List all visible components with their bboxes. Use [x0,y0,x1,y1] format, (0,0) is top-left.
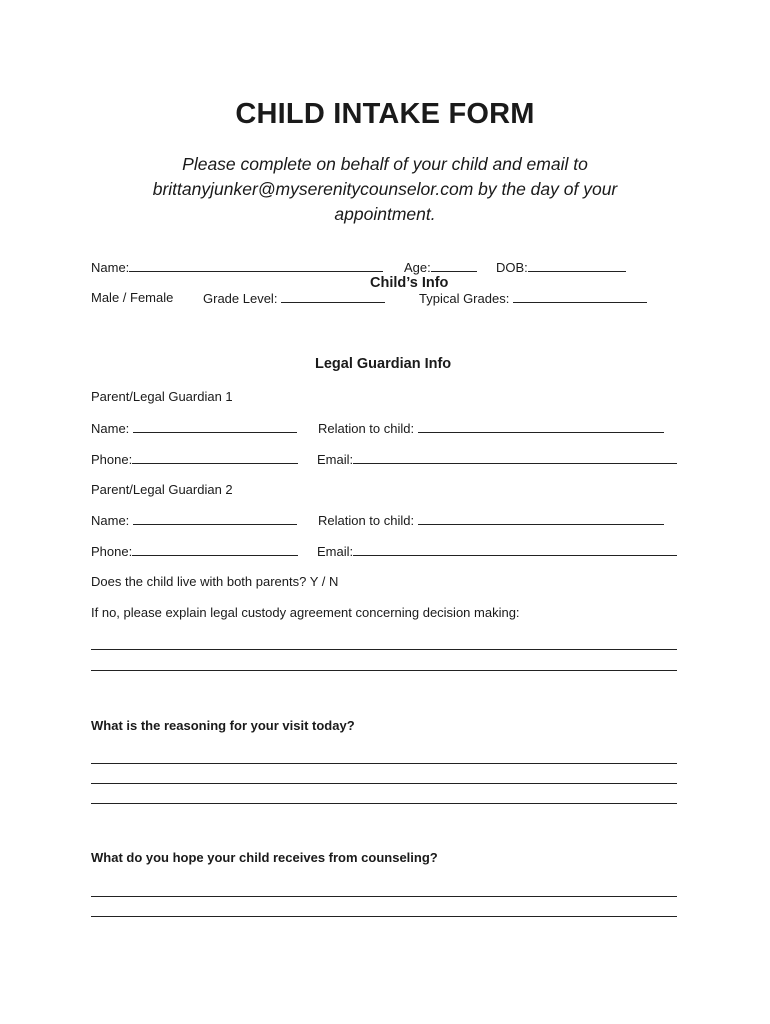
typical-grades-row [419,290,647,307]
visit-reason-answer-line[interactable] [91,783,677,784]
child-dob-row [496,259,626,276]
form-title: CHILD INTAKE FORM [235,98,535,130]
child-age-label: Age: [404,260,431,275]
guardian2-phone-row [91,543,298,560]
visit-reason-question: What is the reasoning for your visit today? [91,718,355,733]
typical-grades-field[interactable] [513,290,647,303]
guardian1-name-field[interactable] [133,420,297,433]
child-age-row [404,259,477,276]
guardian2-phone-label: Phone: [91,544,133,559]
guardian1-phone-row [91,451,298,468]
guardian1-name-label: Name: [91,421,130,436]
child-name-label: Name: [91,260,130,275]
guardian1-phone-label: Phone: [91,452,133,467]
guardian2-relation-field[interactable] [418,512,664,525]
custody-explain-prompt: If no, please explain legal custody agreement concerning decision making: [91,605,520,620]
guardian2-name-field[interactable] [133,512,297,525]
legal-guardian-heading: Legal Guardian Info [315,356,452,372]
guardian1-phone-field[interactable] [132,451,298,464]
guardian2-relation-row [318,512,664,529]
child-dob-label: DOB: [496,260,528,275]
custody-answer-line[interactable] [91,670,677,671]
typical-grades-label: Typical Grades: [419,291,510,306]
guardian2-name-row [91,512,297,529]
child-age-field[interactable] [431,259,477,272]
guardian1-heading: Parent/Legal Guardian 1 [91,389,233,404]
guardian1-email-row [317,451,677,468]
grade-level-label: Grade Level: [203,291,278,306]
custody-answer-line[interactable] [91,649,677,650]
guardian2-email-label: Email: [317,544,354,559]
guardian1-email-label: Email: [317,452,354,467]
child-name-row [91,259,383,276]
counseling-hope-answer-line[interactable] [91,916,677,917]
childs-info-heading: Child’s Info [370,275,449,291]
guardian2-email-row [317,543,677,560]
form-instructions: Please complete on behalf of your child and email to brittanyjunker@myserenitycounselor.com by the day of your appointment. [152,154,618,224]
child-dob-field[interactable] [528,259,626,272]
counseling-hope-question: What do you hope your child receives from counseling? [91,850,438,865]
guardian2-email-field[interactable] [353,543,677,556]
counseling-hope-answer-line[interactable] [91,896,677,897]
grade-level-row [203,290,385,307]
guardian1-email-field[interactable] [353,451,677,464]
grade-level-field[interactable] [281,290,385,303]
child-sex-options[interactable]: Male / Female [91,290,174,305]
visit-reason-answer-line[interactable] [91,803,677,804]
lives-with-both-question[interactable]: Does the child live with both parents? Y / N [91,574,339,589]
guardian1-name-row [91,420,297,437]
guardian2-relation-label: Relation to child: [318,513,415,528]
child-name-field[interactable] [129,259,383,272]
guardian2-name-label: Name: [91,513,130,528]
visit-reason-answer-line[interactable] [91,763,677,764]
guardian1-relation-label: Relation to child: [318,421,415,436]
guardian1-relation-field[interactable] [418,420,664,433]
guardian2-heading: Parent/Legal Guardian 2 [91,482,233,497]
guardian2-phone-field[interactable] [132,543,298,556]
guardian1-relation-row [318,420,664,437]
